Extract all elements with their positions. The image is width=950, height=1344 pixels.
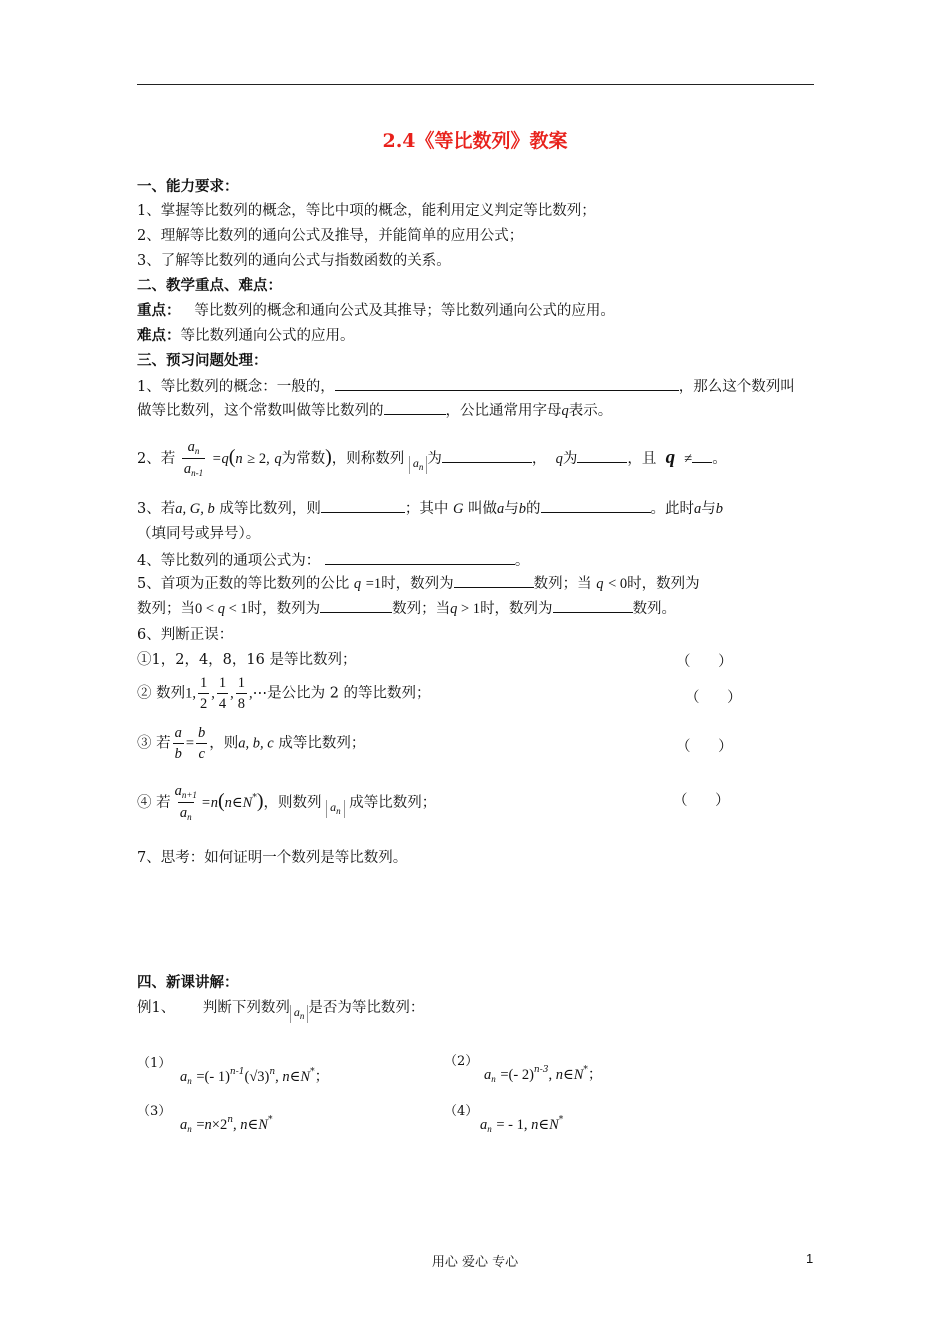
example-1-line <box>137 998 424 1023</box>
judge-2-text-b: 是公比为 2 的等比数列； <box>267 685 431 702</box>
q3-blank-2[interactable] <box>541 498 651 513</box>
q4-text: 4、等比数列的通项公式为： <box>137 553 321 569</box>
q5-text-d: 时，数列为 <box>627 576 700 592</box>
page-footer: 用心 爱心 专心 <box>431 1255 519 1270</box>
q3-text-g: 。此时 <box>650 501 695 517</box>
semicolon-2: ； <box>587 1067 603 1083</box>
ex-item-2-formula: $a_n$ =(- 2)$^{n-3}$, n∈N*； <box>484 1065 603 1084</box>
judge-2: ② 数列1, $\frac{1}{2}$ , $\frac{1}{4}$ , $\frac{1}{8}$ ,⋯是公比为 2 的等比数列； <box>137 675 431 712</box>
judge-3-text-c: 成等比数列； <box>278 735 366 752</box>
judge-3-text-a: ③ 若 <box>137 735 171 752</box>
ability-item-2: 2、理解等比数列的通向公式及推导，并能简单的应用公式； <box>137 228 524 244</box>
example-1-label: 例1、 <box>137 1000 176 1016</box>
difficult-point <box>137 326 355 346</box>
judge-4: ④ 若 $\frac{a_{n+1}}{a_n}$ =n(n∈N*)，则数列 $a_n$ 成等比数列； <box>137 783 437 822</box>
diff-text: 等比数列通向公式的应用。 <box>180 328 355 344</box>
section-1-heading: 一、能力要求： <box>137 178 239 195</box>
q2-blank-3[interactable] <box>692 448 712 463</box>
ex-item-1-formula: $a_n$ =(- $1)^{n-1}(√3)^n$, n∈N*； <box>180 1067 330 1086</box>
q1-text-d: ，公比通常用字母 <box>445 403 562 419</box>
q2-text-h: 。 <box>712 451 727 467</box>
diff-label: 难点： <box>137 327 181 344</box>
q5-blank-2[interactable] <box>320 598 392 613</box>
ability-item-3: 3、了解等比数列的通向公式与指数函数的关系。 <box>137 253 451 269</box>
q1-blank-2[interactable] <box>384 400 446 415</box>
q3-text-e2: 与 <box>701 501 716 517</box>
judge-2-paren[interactable]: （ ） <box>685 690 742 706</box>
q2-text-c: ，则称数列 <box>331 451 405 467</box>
judge-3-paren[interactable]: （ ） <box>676 739 733 755</box>
judge-4-text-a: ④ 若 <box>137 795 171 811</box>
frac-1-4: $\frac{1}{4}$ <box>218 675 227 712</box>
section-2-heading: 二、教学重点、难点： <box>137 277 282 294</box>
q4-end: 。 <box>514 553 530 569</box>
q3-line-2: （填同号或异号）。 <box>137 526 261 542</box>
q5-line-2: 数列；当0 < q < 1时，数列为 数列；当q > 1时，数列为 数列。 <box>137 598 676 619</box>
q2-fraction: $\frac{a_n}{a_{n-1}}$ <box>183 439 204 478</box>
section-4-heading: 四、新课讲解： <box>137 974 239 991</box>
q4-blank[interactable] <box>325 550 515 565</box>
ability-item-1: 1、掌握等比数列的概念，等比中项的概念，能利用定义判定等比数列； <box>137 203 596 219</box>
page-title: 2.4《等比数列》教案 <box>382 130 568 152</box>
section-3-heading: 三、预习问题处理： <box>137 352 268 369</box>
q2-text-e: ， <box>531 451 547 467</box>
q1-text-a: 1、等比数列的概念：一般的， <box>137 379 335 395</box>
frac-b-c: $\frac{b}{c}$ <box>198 725 206 762</box>
q1-line-2: 做等比数列，这个常数叫做等比数列的 ，公比通常用字母q表示。 <box>137 400 612 421</box>
sequence-an-ex1: $a_n$ <box>290 1005 309 1023</box>
header-rule <box>137 84 814 85</box>
q2-text-a: 2、若 <box>137 451 176 467</box>
q5-text-g: 数列；当 <box>392 601 451 617</box>
q5-blank-1[interactable] <box>454 573 534 588</box>
q5-text-a: 5、首项为正数的等比数列的公比 <box>137 576 350 592</box>
q3-blank-1[interactable] <box>321 498 405 513</box>
q5-text-i: 数列。 <box>632 601 677 617</box>
q2-blank-1[interactable] <box>442 448 532 463</box>
key-point <box>137 301 615 321</box>
q2-text-b: 为常数 <box>281 451 326 467</box>
q3-text-a: 3、若 <box>137 501 176 517</box>
q5-text-b: 时，数列为 <box>381 576 454 592</box>
example-1-text-a: 判断下列数列 <box>202 1000 290 1016</box>
q5-text-h: 时，数列为 <box>480 601 553 617</box>
ex-item-3-label: （3） <box>137 1104 172 1119</box>
q3-text-c: ；其中 <box>404 501 449 517</box>
q1-blank-1[interactable] <box>335 376 679 391</box>
q3-text-d: 叫做 <box>468 501 498 517</box>
sequence-an-j4: $a_n$ <box>326 800 345 818</box>
q3-text-e: 与 <box>504 501 519 517</box>
example-1-text-b: 是否为等比数列： <box>308 1000 425 1016</box>
frac-1-2: $\frac{1}{2}$ <box>199 675 208 712</box>
q3-text-f: 的 <box>526 501 541 517</box>
q2-text-f: 为 <box>562 451 578 467</box>
ex-item-4-label: （4） <box>444 1104 479 1119</box>
ex-item-4-formula: $a_n$ = - 1, n∈N* <box>480 1115 564 1134</box>
key-label: 重点： <box>137 302 181 319</box>
key-text: 等比数列的概念和通向公式及其推导；等比数列通向公式的应用。 <box>194 303 615 319</box>
ex-item-1-label: （1） <box>137 1056 172 1071</box>
q5-text-f: 时，数列为 <box>247 601 321 617</box>
q1-text-b: ，那么这个数列叫 <box>678 379 795 395</box>
q2-text-g: ，且 <box>627 451 657 467</box>
page-number: 1 <box>806 1251 814 1266</box>
judge-4-text-b: ，则数列 <box>263 795 322 811</box>
q1-line-1 <box>137 376 795 397</box>
q3-line-1: 3、若a, G, b 成等比数列，则 ；其中 G 叫做a与b的 。此时a与b <box>137 498 723 519</box>
q2-text-d: 为 <box>427 451 442 467</box>
q2-line: 2、若 $\frac{a_n}{a_{n-1}}$ =q(n ≥ 2, q为常数)，则称数列 $a_n$ 为 ， q为 ，且 q ≠ 。 <box>137 439 727 478</box>
judge-1-paren[interactable]: （ ） <box>676 654 733 670</box>
frac-a-b: $\frac{a}{b}$ <box>174 725 182 762</box>
judge-1: ①1，2，4，8，16 是等比数列； <box>137 652 357 668</box>
q2-blank-2[interactable] <box>577 448 627 463</box>
semicolon-1: ； <box>314 1069 330 1085</box>
judge-3: ③ 若 $\frac{a}{b}$ = $\frac{b}{c}$ ，则a, b, c 成等比数列； <box>137 725 366 762</box>
q6-heading: 6、判断正误： <box>137 627 234 643</box>
frac-an1-an: $\frac{a_{n+1}}{a_n}$ <box>174 783 197 822</box>
q5-line-1: 5、首项为正数的等比数列的公比 q =1时，数列为 数列；当 q < 0时，数列为 <box>137 573 700 594</box>
q5-text-c: 数列；当 <box>533 576 592 592</box>
q5-blank-3[interactable] <box>553 598 633 613</box>
frac-1-8: $\frac{1}{8}$ <box>237 675 245 712</box>
q1-text-c: 做等比数列，这个常数叫做等比数列的 <box>137 403 384 419</box>
q4-line <box>137 550 529 571</box>
q1-text-e: 表示。 <box>568 403 613 419</box>
q7-line: 7、思考：如何证明一个数列是等比数列。 <box>137 850 408 866</box>
judge-4-text-c: 成等比数列； <box>349 795 437 811</box>
ex-item-2-label: （2） <box>444 1054 479 1069</box>
judge-3-text-b: ，则 <box>209 735 239 752</box>
sequence-an-q2: $a_n$ <box>409 456 428 474</box>
ex-item-3-formula: $a_n =n\times 2^n$, n∈N* <box>180 1115 273 1134</box>
q3-text-b: 成等比数列，则 <box>219 501 321 517</box>
judge-2-text-a: ② 数列 <box>137 685 186 702</box>
judge-4-paren[interactable]: （ ） <box>673 793 730 809</box>
